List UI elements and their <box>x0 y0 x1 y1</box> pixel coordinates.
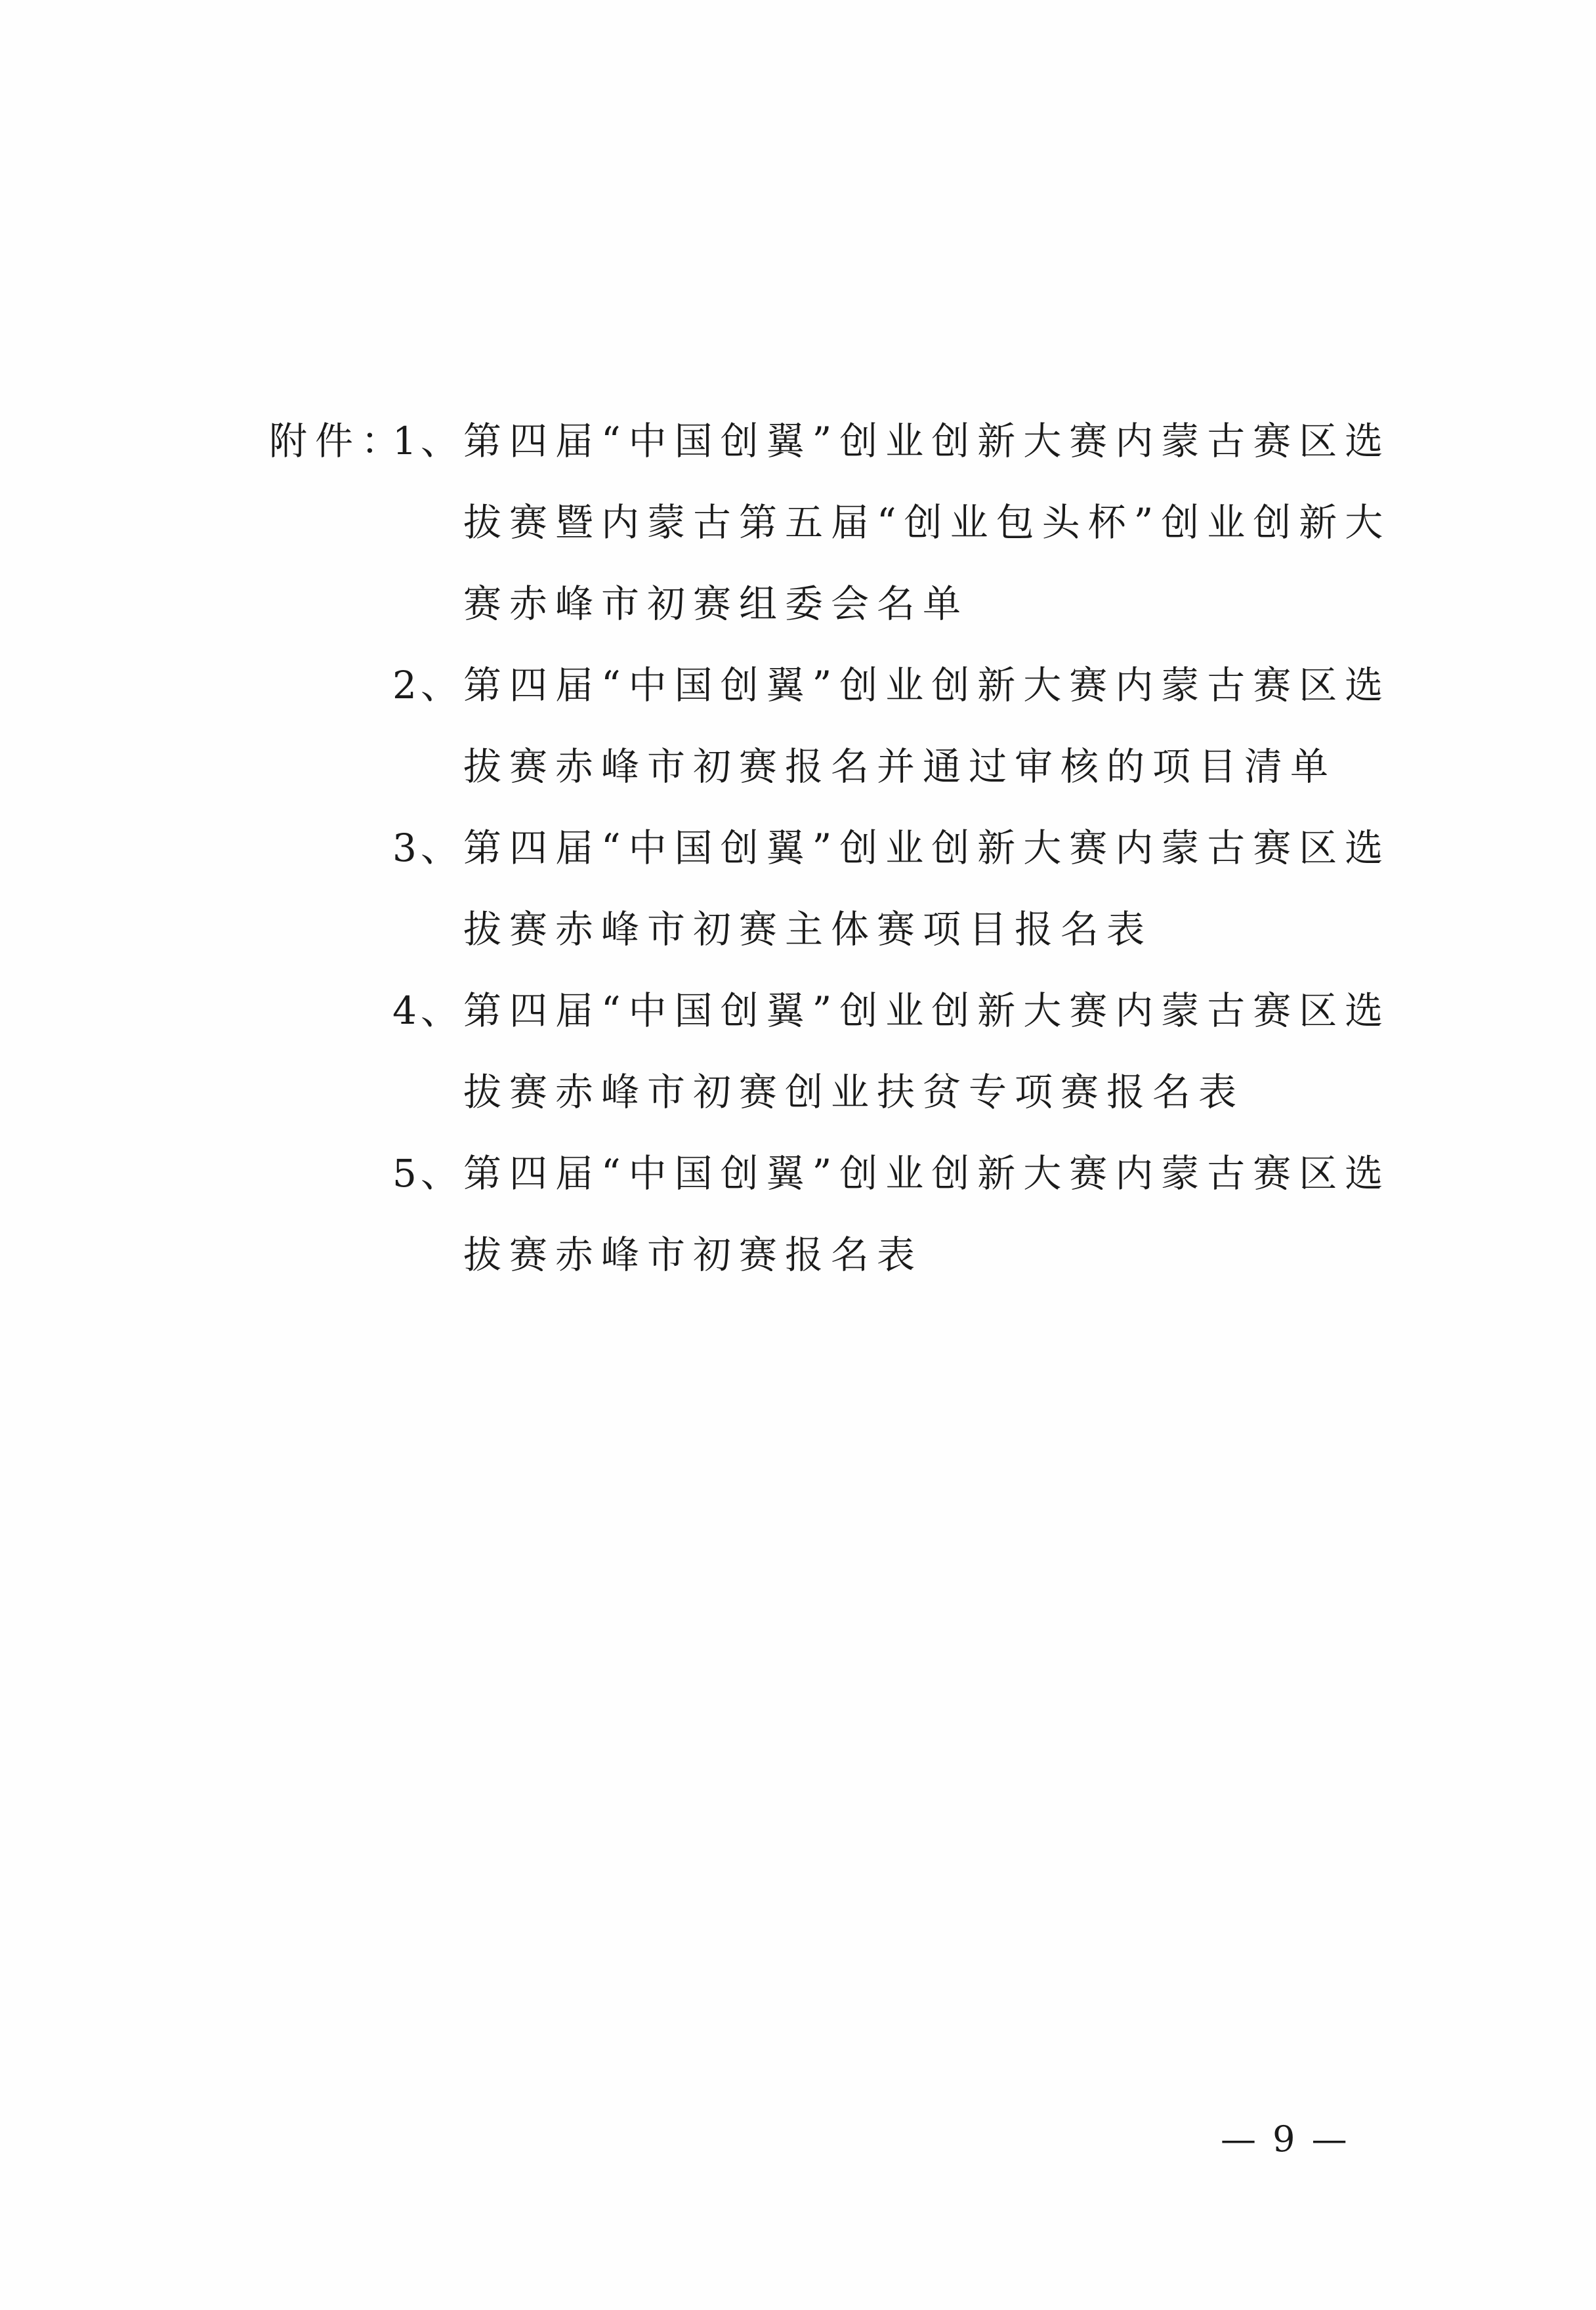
attachment-item-2-number: 2、 <box>392 663 463 707</box>
attachment-item-5-number: 5、 <box>392 1151 463 1196</box>
attachment-item-1-line-1: 第四届“中国创翼”创业创新大赛内蒙古赛区选 <box>463 419 1391 463</box>
attachment-item-2-line-2: 拔赛赤峰市初赛报名并通过审核的项目清单 <box>463 744 1337 789</box>
attachment-item-5-line-1: 第四届“中国创翼”创业创新大赛内蒙古赛区选 <box>463 1151 1391 1196</box>
attachment-item-1-number: 1、 <box>392 419 463 463</box>
attachment-item-4-line-1: 第四届“中国创翼”创业创新大赛内蒙古赛区选 <box>463 988 1391 1033</box>
attachment-item-1-line-2: 拔赛暨内蒙古第五届“创业包头杯”创业创新大 <box>463 500 1391 545</box>
page-number: — 9 — <box>1221 2118 1350 2160</box>
attachment-item-4-line-2: 拔赛赤峰市初赛创业扶贫专项赛报名表 <box>463 1070 1245 1114</box>
attachment-item-3-line-2: 拔赛赤峰市初赛主体赛项目报名表 <box>463 907 1153 952</box>
attachment-item-1-line-3: 赛赤峰市初赛组委会名单 <box>463 581 969 626</box>
attachment-item-4-number: 4、 <box>392 988 463 1033</box>
attachment-item-2-line-1: 第四届“中国创翼”创业创新大赛内蒙古赛区选 <box>463 663 1391 707</box>
attachment-prefix: 附件： <box>269 419 408 463</box>
attachment-item-5-line-2: 拔赛赤峰市初赛报名表 <box>463 1232 923 1277</box>
attachment-item-3-number: 3、 <box>392 826 463 870</box>
attachment-item-3-line-1: 第四届“中国创翼”创业创新大赛内蒙古赛区选 <box>463 826 1391 870</box>
